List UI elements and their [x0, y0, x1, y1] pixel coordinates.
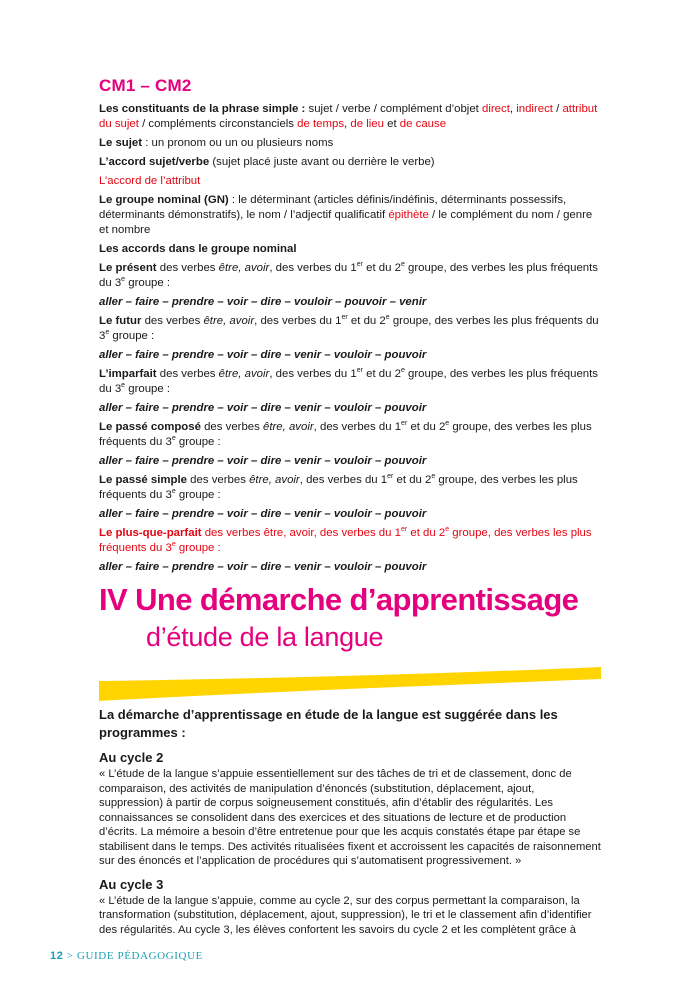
sup: e [431, 473, 436, 481]
text: groupe, des verbes les plus fréquents du 3 [99, 421, 592, 448]
text: et du 2 [393, 474, 432, 486]
text: être, avoir [203, 315, 255, 327]
page-footer [50, 950, 203, 962]
text: être, avoir [263, 421, 314, 433]
pqp-line [99, 526, 601, 556]
tense-verbs: aller – faire – prendre – voir – dire – venir – vouloir – pouvoir [99, 402, 427, 414]
gn-label: Le groupe nominal (GN) [99, 194, 229, 206]
tense-verbs: aller – faire – prendre – voir – dire – venir – vouloir – pouvoir [99, 455, 427, 467]
tense-name: Le présent [99, 262, 157, 274]
text: des verbes [200, 421, 263, 433]
section-subtitle: d’étude de la langue [146, 622, 384, 652]
tense-line [99, 314, 601, 344]
tense-list [99, 261, 601, 522]
sup: e [105, 329, 110, 337]
text: groupe, des verbes les plus fréquents du 3 [99, 474, 578, 501]
text: des verbes [187, 474, 250, 486]
text: être, avoir [249, 474, 300, 486]
text: et du 2 [347, 315, 386, 327]
sup: e [385, 314, 390, 322]
text: groupe : [125, 277, 171, 289]
constituants-label: Les constituants de la phrase simple : [99, 103, 306, 115]
text: des verbes être, avoir, des verbes du 1 [201, 527, 401, 539]
term-temps: de temps [297, 118, 345, 130]
text: : le déterminant (articles définis/indéfinis, déterminants possessifs, déterminants démonstratifs), le nom / l’adjectif qualificatif [99, 194, 567, 221]
tense-verbs: aller – faire – prendre – voir – dire – vouloir – pouvoir – venir [99, 296, 427, 308]
text: / le complément du nom / genre et nombre [99, 209, 593, 236]
term-indirect: indirect [516, 103, 553, 115]
term-attribut: attribut du sujet [99, 103, 598, 130]
sujet-label: Le sujet [99, 137, 143, 149]
tense-verbs: aller – faire – prendre – voir – dire – venir – vouloir – pouvoir [99, 508, 427, 520]
text: sujet / verbe / complément d’objet [305, 103, 483, 115]
accords-gn-line: Les accords dans le groupe nominal [99, 243, 297, 255]
text: groupe : [175, 542, 221, 554]
cycle2-heading: Au cycle 2 [99, 750, 164, 765]
text: groupe, des verbes les plus fréquents du 3 [99, 527, 592, 554]
text: des verbes [156, 368, 219, 380]
yellow-swoosh-bar [99, 667, 601, 701]
text: groupe, des verbes les plus fréquents du 3 [99, 315, 599, 342]
grammar-program-block [99, 76, 601, 579]
sujet-line [99, 136, 601, 151]
sup: e [171, 488, 176, 496]
text: , des verbes du 1 [299, 474, 388, 486]
sujet-text: : un pronom ou un ou plusieurs noms [142, 137, 334, 149]
section-title: IV Une démarche d’apprentissage [99, 582, 579, 617]
cycle3-heading: Au cycle 3 [99, 876, 164, 892]
sup: e [445, 526, 450, 534]
term-lieu: de lieu [350, 118, 384, 130]
sup: er [341, 314, 348, 322]
sup: e [121, 382, 126, 390]
text: , des verbes du 1 [313, 421, 402, 433]
text: , [509, 103, 517, 115]
tense-name: Le futur [99, 315, 142, 327]
cycle3-quote: « L’étude de la langue s’appuie, comme au cycle 2, sur des corpus permettant la comparaison, la transformation (substitution, déplacement, ajout, suppression), le tri et le classement afin d’identifier des régularités. Au cycle 3, les élèves confortent les savoirs du cycle 2 et les complètent grâce à [99, 894, 592, 936]
term-epithete: épithète [388, 209, 429, 221]
learning-approach-section [99, 706, 601, 945]
text: être, avoir [218, 368, 270, 380]
sup: e [171, 541, 176, 549]
text: / compléments circonstanciels [138, 118, 298, 130]
gn-line [99, 193, 601, 238]
footer-separator: > [63, 950, 77, 962]
level-title: CM1 – CM2 [99, 76, 192, 95]
term-cause: de cause [399, 118, 447, 130]
tense-name: Le passé composé [99, 421, 201, 433]
sup: e [400, 261, 405, 269]
text: et du 2 [407, 421, 446, 433]
text: , [344, 118, 351, 130]
page-number: 12 [50, 950, 64, 962]
accord-line [99, 155, 601, 170]
sup: e [171, 435, 176, 443]
tense-line [99, 367, 601, 397]
text: , des verbes du 1 [269, 368, 357, 380]
accord-label: L’accord sujet/verbe [99, 156, 210, 168]
text: et du 2 [362, 262, 401, 274]
sup: e [400, 367, 405, 375]
text: des verbes [141, 315, 204, 327]
sup: er [387, 473, 394, 481]
constituants-line [99, 102, 601, 132]
text: groupe : [109, 330, 155, 342]
accord-attribut-line: L’accord de l’attribut [99, 175, 201, 187]
text: groupe, des verbes les plus fréquents du 3 [99, 368, 598, 395]
tense-name: Le passé simple [99, 474, 188, 486]
sup: er [401, 420, 408, 428]
text: groupe : [175, 489, 221, 501]
tense-name: L’imparfait [99, 368, 157, 380]
text: être, avoir [218, 262, 270, 274]
text: groupe : [125, 383, 171, 395]
sup: e [121, 276, 126, 284]
text: groupe, des verbes les plus fréquents du 3 [99, 262, 598, 289]
text: groupe : [175, 436, 221, 448]
text: , des verbes du 1 [269, 262, 357, 274]
tense-verbs: aller – faire – prendre – voir – dire – venir – vouloir – pouvoir [99, 349, 427, 361]
sup: er [400, 526, 408, 534]
text: des verbes [156, 262, 219, 274]
text: , des verbes du 1 [254, 315, 342, 327]
pqp-name: Le plus-que-parfait [99, 527, 202, 539]
text: et [383, 118, 400, 130]
sup: e [445, 420, 450, 428]
sup: er [356, 261, 363, 269]
sup: er [356, 367, 363, 375]
swoosh-shape [99, 667, 601, 701]
pqp-verbs: aller – faire – prendre – voir – dire – venir – vouloir – pouvoir [99, 561, 427, 573]
footer-label: GUIDE PÉDAGOGIQUE [76, 950, 203, 962]
tense-line [99, 420, 601, 450]
intro-text: La démarche d’apprentissage en étude de la langue est suggérée dans les programmes : [99, 707, 558, 740]
term-direct: direct [482, 103, 510, 115]
tense-line [99, 261, 601, 291]
text: / [552, 103, 563, 115]
text: et du 2 [407, 527, 446, 539]
tense-line [99, 473, 601, 503]
text: et du 2 [362, 368, 401, 380]
accord-text: (sujet placé juste avant ou derrière le verbe) [209, 156, 435, 168]
cycle2-quote: « L’étude de la langue s’appuie essentiellement sur des tâches de tri et de classement, donc de comparaison, des activités de manipulation d’énoncés (substitution, déplacement, ajout, suppression) à partir de corpus soigneusement constitués, afin d’établir des régularités. Les connaissances se consolident dans des exercices et des situations de lecture et de production d’écrits. La mémoire a besoin d’être entretenue pour que les acquis constatés étape par étape se stabilisent dans le temps. Des activités ritualisées fixent et accroissent les capacités de raisonnement sur des énoncés et l’application de procédures qui s’automatisent progressivement. » [99, 768, 601, 867]
